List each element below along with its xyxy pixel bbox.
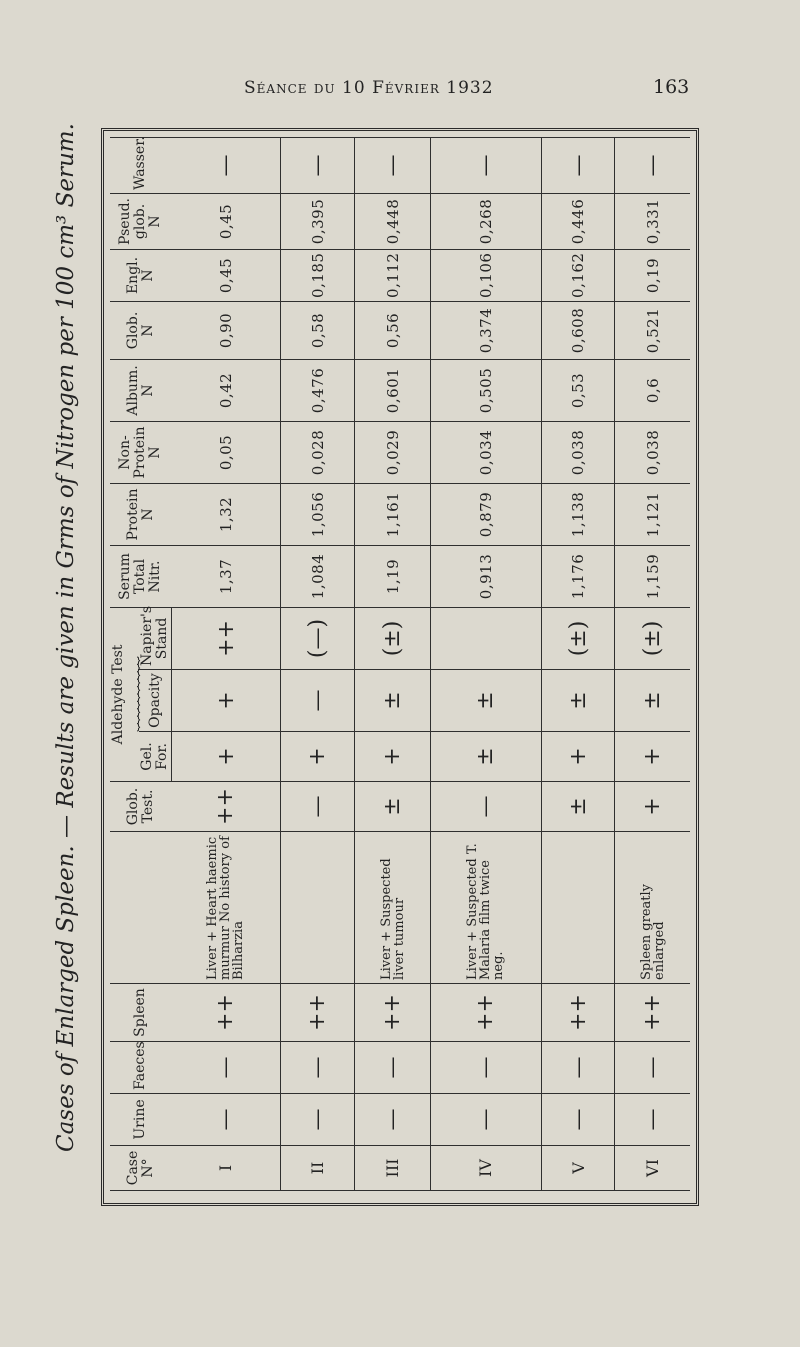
spleen-cell: ++ xyxy=(172,984,281,1042)
urine-cell: — xyxy=(431,1094,542,1146)
pseud-glob-n-cell: 0,45 xyxy=(172,193,281,249)
header-spleen: Spleen xyxy=(110,984,172,1042)
serum-total-nitr-cell: 1,084 xyxy=(281,545,355,607)
urine-cell: — xyxy=(615,1094,690,1146)
opacity-cell: + xyxy=(172,670,281,732)
wasser-cell: — xyxy=(615,137,690,193)
protein-n-cell: 0,879 xyxy=(431,483,542,545)
non-protein-n-cell: 0,038 xyxy=(615,421,690,483)
pseud-glob-n-cell: 0,448 xyxy=(354,193,430,249)
protein-n-cell: 1,32 xyxy=(172,483,281,545)
protein-n-cell: 1,121 xyxy=(615,483,690,545)
faeces-cell: — xyxy=(431,1042,542,1094)
table-row xyxy=(354,137,430,1190)
serum-total-nitr-cell: 1,37 xyxy=(172,545,281,607)
header-aldehyde-test xyxy=(110,607,139,781)
header-protein-n: Protein N xyxy=(110,483,172,545)
napiers-stand-cell: (—) xyxy=(281,607,355,669)
opacity-cell: — xyxy=(281,670,355,732)
remarks-cell: Liver + Heart haemic murmur No history of Bilharzia xyxy=(172,832,281,984)
faeces-cell: — xyxy=(172,1042,281,1094)
results-table xyxy=(110,137,690,1191)
napiers-stand-cell: (±) xyxy=(354,607,430,669)
wasser-cell: — xyxy=(541,137,615,193)
engl-n-cell: 0,185 xyxy=(281,249,355,301)
wasser-cell: — xyxy=(431,137,542,193)
case-cell: III xyxy=(354,1146,430,1191)
protein-n-cell: 1,138 xyxy=(541,483,615,545)
spleen-cell: ++ xyxy=(615,984,690,1042)
napiers-stand-cell: (±) xyxy=(615,607,690,669)
engl-n-cell: 0,106 xyxy=(431,249,542,301)
remarks-cell: Liver + Suspected liver tumour xyxy=(354,832,430,984)
faeces-cell: — xyxy=(541,1042,615,1094)
results-table-container xyxy=(110,136,690,1191)
table-caption: Cases of Enlarged Spleen. — Results are given in Grms of Nitrogen per 100 cm³ Serum. xyxy=(53,123,79,1152)
glob-n-cell: 0,608 xyxy=(541,301,615,359)
remarks-cell xyxy=(281,832,355,984)
table-row xyxy=(541,137,615,1190)
spleen-cell: ++ xyxy=(354,984,430,1042)
non-protein-n-cell: 0,038 xyxy=(541,421,615,483)
urine-cell: — xyxy=(172,1094,281,1146)
serum-total-nitr-cell: 1,159 xyxy=(615,545,690,607)
glob-test-cell: — xyxy=(431,782,542,832)
opacity-cell: ± xyxy=(615,670,690,732)
glob-test-cell: ± xyxy=(541,782,615,832)
table-row xyxy=(281,137,355,1190)
non-protein-n-cell: 0,05 xyxy=(172,421,281,483)
glob-n-cell: 0,374 xyxy=(431,301,542,359)
non-protein-n-cell: 0,029 xyxy=(354,421,430,483)
header-non-protein-n: Non-Protein N xyxy=(110,421,172,483)
glob-n-cell: 0,521 xyxy=(615,301,690,359)
album-n-cell: 0,476 xyxy=(281,359,355,421)
case-cell: VI xyxy=(615,1146,690,1191)
pseud-glob-n-cell: 0,395 xyxy=(281,193,355,249)
spleen-cell: ++ xyxy=(281,984,355,1042)
aldehyde-test-label: Aldehyde Test xyxy=(110,644,126,745)
remarks-cell: Spleen greatly enlarged xyxy=(615,832,690,984)
album-n-cell: 0,505 xyxy=(431,359,542,421)
opacity-cell: ± xyxy=(354,670,430,732)
glob-n-cell: 0,56 xyxy=(354,301,430,359)
glob-test-cell: ± xyxy=(354,782,430,832)
gel-for-cell: + xyxy=(354,732,430,782)
spleen-cell: ++ xyxy=(541,984,615,1042)
glob-test-cell: ++ xyxy=(172,782,281,832)
non-protein-n-cell: 0,034 xyxy=(431,421,542,483)
glob-test-cell: — xyxy=(281,782,355,832)
table-row xyxy=(615,137,690,1190)
header-napiers-stand: Napier's Stand xyxy=(139,607,172,669)
case-cell: II xyxy=(281,1146,355,1191)
engl-n-cell: 0,45 xyxy=(172,249,281,301)
serum-total-nitr-cell: 0,913 xyxy=(431,545,542,607)
header-opacity: Opacity xyxy=(139,670,172,732)
header-engl-n: Engl. N xyxy=(110,249,172,301)
pseud-glob-n-cell: 0,446 xyxy=(541,193,615,249)
napiers-stand-cell: ++ xyxy=(172,607,281,669)
napiers-stand-cell: (±) xyxy=(541,607,615,669)
glob-test-cell: + xyxy=(615,782,690,832)
gel-for-cell: + xyxy=(541,732,615,782)
table-row xyxy=(172,137,281,1190)
glob-n-cell: 0,58 xyxy=(281,301,355,359)
album-n-cell: 0,6 xyxy=(615,359,690,421)
opacity-cell: ± xyxy=(431,670,542,732)
serum-total-nitr-cell: 1,176 xyxy=(541,545,615,607)
serum-total-nitr-cell: 1,19 xyxy=(354,545,430,607)
wasser-cell: — xyxy=(354,137,430,193)
non-protein-n-cell: 0,028 xyxy=(281,421,355,483)
engl-n-cell: 0,112 xyxy=(354,249,430,301)
gel-for-cell: + xyxy=(615,732,690,782)
protein-n-cell: 1,056 xyxy=(281,483,355,545)
header-pseud-glob-n: Pseud. glob. N xyxy=(110,193,172,249)
remarks-cell: Liver + Suspected T. Malaria film twice neg. xyxy=(431,832,542,984)
gel-for-cell: + xyxy=(172,732,281,782)
header-glob-test: Glob. Test. xyxy=(110,782,172,832)
header-album-n: Album. N xyxy=(110,359,172,421)
aldehyde-brace: ⏟⏟⏟⏟⏟⏟⏟⏟⏟⏟ xyxy=(124,657,140,732)
urine-cell: — xyxy=(281,1094,355,1146)
case-cell: I xyxy=(172,1146,281,1191)
wasser-cell: — xyxy=(172,137,281,193)
glob-n-cell: 0,90 xyxy=(172,301,281,359)
gel-for-cell: + xyxy=(281,732,355,782)
pseud-glob-n-cell: 0,268 xyxy=(431,193,542,249)
case-cell: V xyxy=(541,1146,615,1191)
faeces-cell: — xyxy=(281,1042,355,1094)
album-n-cell: 0,601 xyxy=(354,359,430,421)
header-glob-n: Glob. N xyxy=(110,301,172,359)
pseud-glob-n-cell: 0,331 xyxy=(615,193,690,249)
engl-n-cell: 0,162 xyxy=(541,249,615,301)
remarks-cell xyxy=(541,832,615,984)
running-head: Séance du 10 Février 1932 xyxy=(244,78,494,98)
album-n-cell: 0,53 xyxy=(541,359,615,421)
header-serum-total-nitr: Serum Total Nitr. xyxy=(110,545,172,607)
header-remarks xyxy=(110,832,172,984)
header-case: Case N° xyxy=(110,1146,172,1191)
urine-cell: — xyxy=(541,1094,615,1146)
spleen-cell: ++ xyxy=(431,984,542,1042)
wasser-cell: — xyxy=(281,137,355,193)
case-cell: IV xyxy=(431,1146,542,1191)
header-urine: Urine xyxy=(110,1094,172,1146)
opacity-cell: ± xyxy=(541,670,615,732)
gel-for-cell: ± xyxy=(431,732,542,782)
header-wasser: Wasser. xyxy=(110,137,172,193)
header-faeces: Faeces xyxy=(110,1042,172,1094)
napiers-stand-cell xyxy=(431,607,542,669)
table-row xyxy=(431,137,542,1190)
header-gel-for: Gel. For. xyxy=(139,732,172,782)
engl-n-cell: 0,19 xyxy=(615,249,690,301)
faeces-cell: — xyxy=(354,1042,430,1094)
page-number: 163 xyxy=(653,76,690,98)
album-n-cell: 0,42 xyxy=(172,359,281,421)
faeces-cell: — xyxy=(615,1042,690,1094)
urine-cell: — xyxy=(354,1094,430,1146)
page-header xyxy=(0,78,800,108)
protein-n-cell: 1,161 xyxy=(354,483,430,545)
